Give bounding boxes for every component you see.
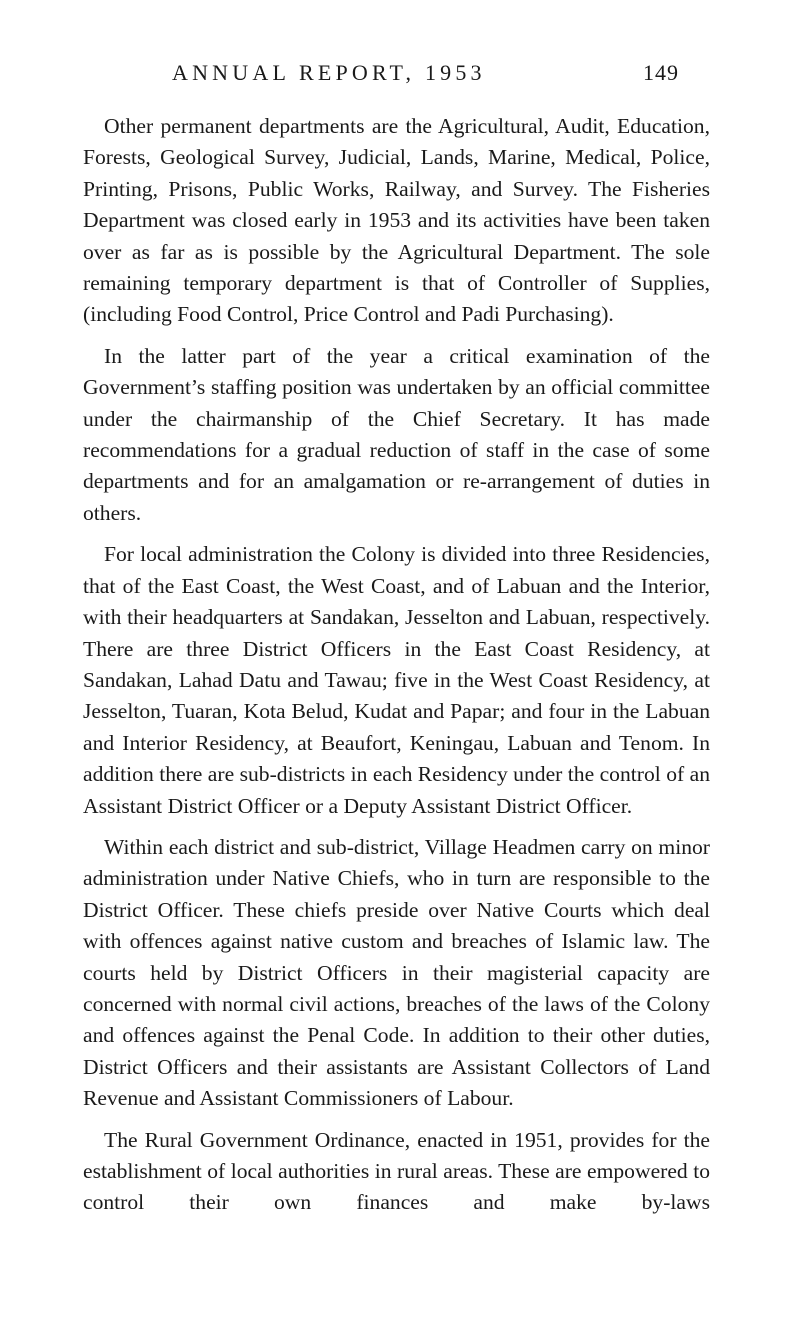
paragraph-departments: Other permanent departments are the Agricultural, Audit, Education, Forests, Geological Survey, Judicial, Lands, Marine, Medical, Police, Printing, Prisons, Public Works, Railway, and Survey. The Fisheries Department was closed early in 1953 and its activities have been taken over as far as is possible by the Agricultural Department. The sole remaining temporary department is that of Controller of Supplies, (including Food Control, Price Control and Padi Purchasing).	[83, 114, 710, 327]
page-number: 149	[643, 60, 679, 85]
paragraph-rural-government: The Rural Government Ordinance, enacted in 1951, provides for the establishment of local authorities in rural areas. These are empowered to control their own finances and make by-laws	[83, 1127, 710, 1215]
body-text	[83, 111, 710, 1229]
paragraph-staffing-review: In the latter part of the year a critical examination of the Government’s staffing position was undertaken by an official committee under the chairmanship of the Chief Secretary. It has made recommendations for a gradual reduction of staff in the case of some departments and for an amalgamation or re-arrangement of duties in others.	[83, 343, 710, 525]
paragraph-local-administration: For local administration the Colony is divided into three Residencies, that of the East Coast, the West Coast, and of Labuan and the Interior, with their headquarters at Sandakan, Jesselton and Labuan, respectively. There are three District Officers in the East Coast Residency, at Sandakan, Lahad Datu and Tawau; five in the West Coast Residency, at Jesselton, Tuaran, Kota Belud, Kudat and Papar; and four in the Labuan and Interior Residency, at Beaufort, Keningau, Labuan and Tenom. In addition there are sub-districts in each Residency under the control of an Assistant District Officer or a Deputy Assistant District Officer.	[83, 542, 710, 818]
paragraph-district-courts: Within each district and sub-district, Village Headmen carry on minor administration under Native Chiefs, who in turn are responsible to the District Officer. These chiefs preside over Native Courts which deal with offences against native custom and breaches of Islamic law. The courts held by District Officers in their magisterial capacity are concerned with normal civil actions, breaches of the laws of the Colony and offences against the Penal Code. In addition to their other duties, District Officers and their assistants are Assistant Collectors of Land Revenue and Assistant Commissioners of Labour.	[83, 834, 710, 1111]
running-head-title: ANNUAL REPORT, 1953	[172, 60, 486, 85]
